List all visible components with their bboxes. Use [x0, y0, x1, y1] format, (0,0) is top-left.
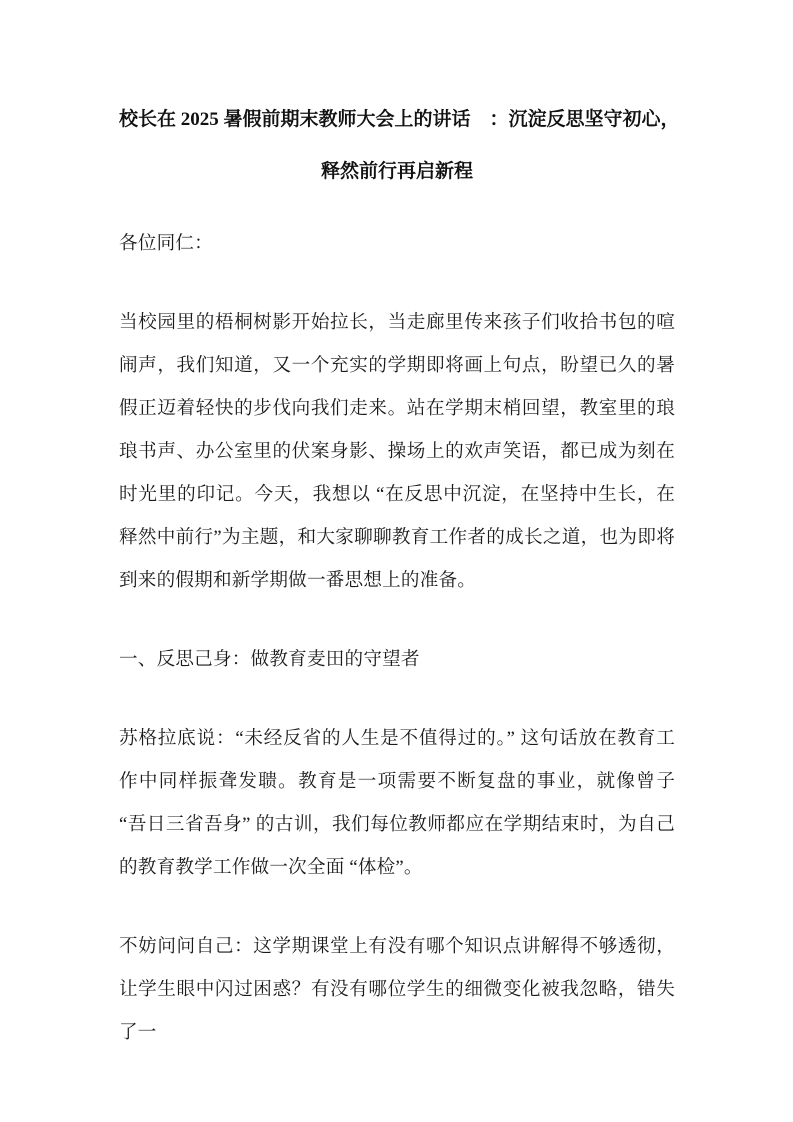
paragraph-ask-yourself: 不妨问问自己：这学期课堂上有没有哪个知识点讲解得不够透彻，让学生眼中闪过困惑？有没有哪位学生的细微变化被我忽略，错失了一 [119, 936, 675, 1043]
document-title [119, 94, 680, 198]
document-title-line2: 释然前行再启新程 [320, 161, 473, 182]
section-heading-1: 一、反思己身：做教育麦田的守望者 [119, 649, 420, 670]
paragraph-opening: 当校园里的梧桐树影开始拉长，当走廊里传来孩子们收拾书包的喧闹声，我们知道，又一个充实的学期即将画上句点，盼望已久的暑假正迈着轻快的步伐向我们走来。站在学期末梢回望，教室里的琅琅书声、办公室里的伏案身影、操场上的欢声笑语，都已成为刻在时光里的印记。今天，我想以 “在反思中沉淀，在坚持中生长，在释然中前行”为主题，和大家聊聊教育工作者的成长之道，也为即将到来的假期和新学期做一番思想上的准备。 [119, 312, 675, 591]
salutation: 各位同仁： [119, 233, 213, 254]
paragraph-self-reflection: 苏格拉底说：“未经反省的人生是不值得过的。” 这句话放在教育工作中同样振聋发聩。教育是一项需要不断复盘的事业，就像曾子 “吾日三省吾身” 的古训，我们每位教师都应在学期结束时，为自己的教育教学工作做一次全面 “体检”。 [119, 728, 675, 878]
document-title-line1: 校长在 2025 暑假前期末教师大会上的讲话 ：沉淀反思坚守初心， [119, 109, 680, 130]
